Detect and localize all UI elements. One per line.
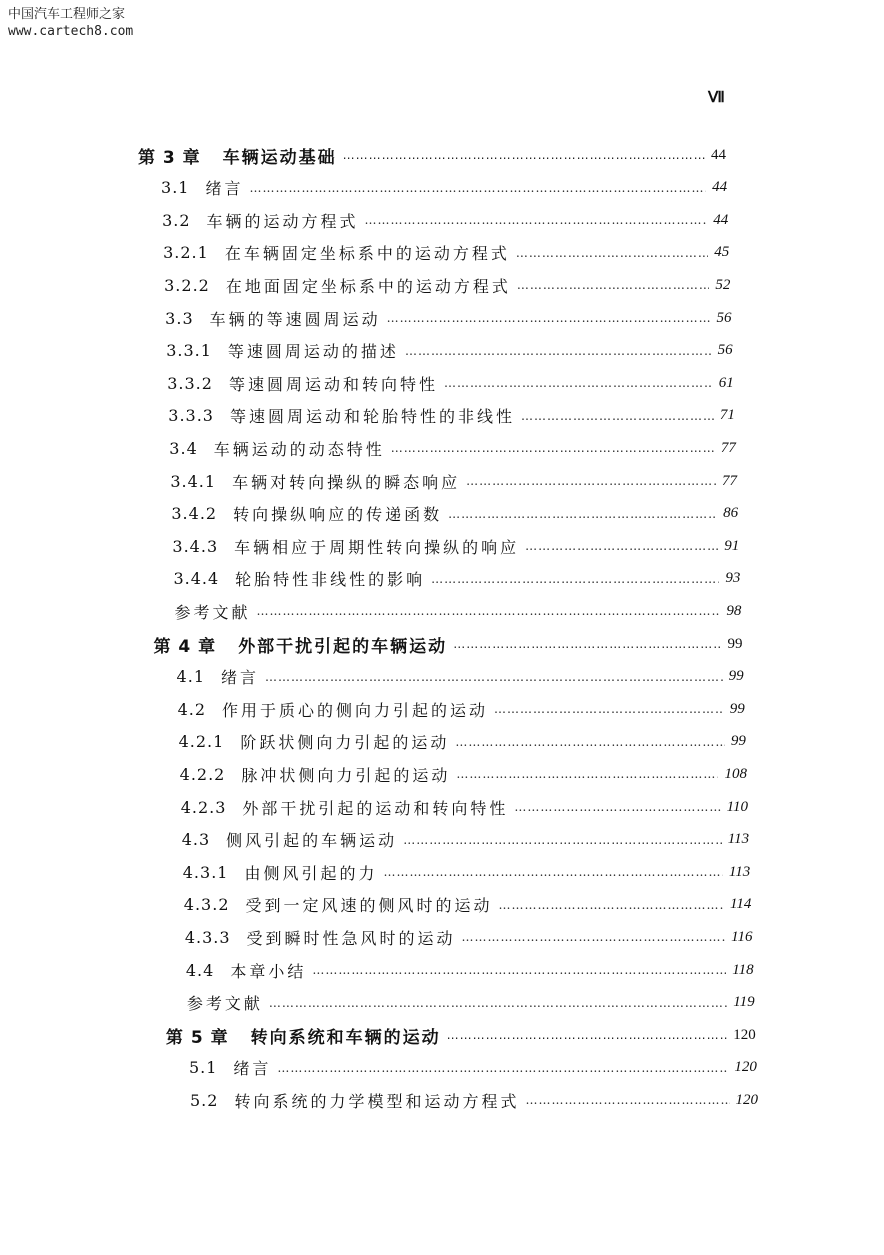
toc-entry-number: 3.3.1 bbox=[166, 341, 212, 361]
toc-section-entry[interactable] bbox=[163, 922, 753, 952]
toc-entry-page: 120 bbox=[734, 1059, 757, 1076]
toc-entry-number: 4.2.2 bbox=[179, 764, 226, 784]
dot-leader bbox=[431, 572, 719, 586]
toc-section-entry[interactable] bbox=[145, 368, 733, 398]
toc-entry-title: 等速圆周运动和轮胎特性的非线性 bbox=[229, 407, 515, 427]
toc-entry-page: 108 bbox=[724, 765, 747, 782]
toc-entry-page: 98 bbox=[726, 602, 742, 619]
toc-entry-title: 车辆运动基础 bbox=[222, 147, 337, 168]
toc-entry-page: 56 bbox=[717, 342, 733, 359]
toc-entry-page: 99 bbox=[727, 635, 743, 652]
toc-entry-title: 脉冲状侧向力引起的运动 bbox=[241, 765, 451, 785]
toc-section-entry[interactable] bbox=[144, 336, 732, 366]
toc-entry-page: 110 bbox=[726, 798, 749, 815]
toc-section-entry[interactable] bbox=[155, 662, 744, 692]
toc-entry-title: 转向操纵响应的传递函数 bbox=[233, 505, 443, 525]
toc-entry-page: 99 bbox=[728, 668, 744, 685]
toc-entry-title: 参考文献 bbox=[174, 602, 251, 622]
dot-leader bbox=[494, 702, 724, 716]
toc-entry-page: 120 bbox=[733, 1026, 756, 1043]
toc-entry-title: 绪言 bbox=[221, 668, 260, 688]
toc-entry-number: 第 3 章 bbox=[138, 147, 201, 168]
toc-entry-title: 受到一定风速的侧风时的运动 bbox=[245, 896, 493, 916]
toc-section-entry[interactable] bbox=[147, 433, 736, 463]
toc-entry-number: 4.3.1 bbox=[182, 862, 229, 882]
toc-entry-title: 参考文献 bbox=[186, 994, 263, 1014]
dot-leader bbox=[525, 539, 718, 553]
toc-entry-title: 由侧风引起的力 bbox=[244, 863, 378, 883]
toc-entry-number: 4.3.3 bbox=[184, 927, 231, 947]
toc-entry-page: 113 bbox=[727, 831, 750, 848]
toc-entry-title: 转向系统的力学模型和运动方程式 bbox=[234, 1091, 520, 1111]
toc-entry-number: 5.1 bbox=[188, 1058, 218, 1078]
toc-section-entry[interactable] bbox=[165, 988, 755, 1018]
dot-leader bbox=[516, 246, 708, 260]
toc-chapter-entry[interactable] bbox=[138, 140, 726, 170]
dot-leader bbox=[499, 898, 724, 912]
toc-entry-page: 52 bbox=[715, 276, 731, 293]
toc-section-entry[interactable] bbox=[146, 401, 735, 431]
toc-section-entry[interactable] bbox=[152, 596, 741, 626]
toc-entry-page: 119 bbox=[733, 994, 755, 1011]
toc-entry-number: 5.2 bbox=[190, 1090, 219, 1110]
toc-entry-number: 3.4.1 bbox=[170, 471, 217, 491]
toc-entry-page: 118 bbox=[732, 961, 754, 978]
dot-leader bbox=[466, 474, 716, 488]
toc-entry-page: 44 bbox=[712, 179, 728, 196]
dot-leader bbox=[250, 181, 707, 195]
toc-entry-title: 绪言 bbox=[233, 1059, 272, 1079]
toc-entry-number: 3.2 bbox=[162, 210, 191, 230]
toc-section-entry[interactable] bbox=[141, 238, 729, 268]
toc-entry-page: 77 bbox=[720, 439, 736, 456]
dot-leader bbox=[277, 1061, 728, 1075]
toc-section-entry[interactable] bbox=[158, 759, 747, 789]
dot-leader bbox=[365, 213, 708, 227]
dot-leader bbox=[447, 1028, 728, 1042]
dot-leader bbox=[521, 409, 714, 423]
toc-entry-page: 44 bbox=[711, 146, 726, 163]
toc-section-entry[interactable] bbox=[139, 173, 727, 203]
watermark-title: 中国汽车工程师之家 bbox=[8, 7, 126, 22]
toc-entry-number: 4.3.2 bbox=[183, 895, 230, 915]
toc-entry-number: 4.4 bbox=[185, 960, 215, 980]
toc-entry-title: 受到瞬时性急风时的运动 bbox=[246, 928, 456, 948]
toc-entry-title: 在地面固定坐标系中的运动方程式 bbox=[225, 276, 511, 296]
toc-entry-title: 等速圆周运动和转向特性 bbox=[228, 374, 438, 394]
dot-leader bbox=[453, 637, 721, 651]
toc-entry-number: 3.2.1 bbox=[163, 243, 209, 263]
toc-section-entry[interactable] bbox=[161, 857, 751, 887]
dot-leader bbox=[514, 800, 720, 814]
dot-leader bbox=[256, 604, 720, 618]
toc-entry-title: 轮胎特性非线性的影响 bbox=[235, 570, 426, 590]
dot-leader bbox=[405, 344, 712, 358]
toc-entry-page: 116 bbox=[731, 928, 753, 945]
toc-entry-title: 车辆相应于周期性转向操纵的响应 bbox=[234, 537, 520, 557]
toc-section-entry[interactable] bbox=[151, 564, 740, 594]
toc-section-entry[interactable] bbox=[167, 1053, 757, 1083]
toc-entry-number: 3.4 bbox=[169, 438, 198, 458]
toc-entry-number: 第 5 章 bbox=[165, 1027, 229, 1048]
toc-entry-page: 45 bbox=[714, 244, 730, 261]
toc-entry-title: 转向系统和车辆的运动 bbox=[250, 1027, 441, 1048]
toc-section-entry[interactable] bbox=[157, 727, 746, 757]
toc-section-entry[interactable] bbox=[149, 499, 738, 529]
toc-entry-number: 3.4.2 bbox=[171, 504, 218, 524]
toc-entry-page: 113 bbox=[728, 863, 751, 880]
toc-section-entry[interactable] bbox=[143, 303, 731, 333]
toc-entry-number: 3.4.3 bbox=[172, 536, 219, 556]
dot-leader bbox=[343, 148, 705, 162]
toc-entry-page: 86 bbox=[723, 505, 739, 522]
toc-entry-page: 120 bbox=[735, 1091, 758, 1108]
toc-section-entry[interactable] bbox=[140, 205, 728, 235]
toc-entry-title: 本章小结 bbox=[230, 961, 307, 981]
toc-entry-page: 71 bbox=[719, 407, 735, 424]
dot-leader bbox=[403, 833, 722, 847]
toc-entry-page: 77 bbox=[722, 472, 738, 489]
toc-chapter-entry[interactable] bbox=[154, 629, 743, 659]
toc-entry-number: 3.3.2 bbox=[167, 373, 213, 393]
toc-entry-title: 等速圆周运动的描述 bbox=[227, 342, 399, 362]
dot-leader bbox=[383, 865, 722, 879]
toc-entry-number: 4.3 bbox=[181, 830, 211, 850]
toc-entry-number: 3.1 bbox=[161, 178, 190, 198]
toc-section-entry[interactable] bbox=[156, 694, 745, 724]
toc-entry-title: 车辆对转向操纵的瞬态响应 bbox=[232, 472, 461, 492]
toc-section-entry[interactable] bbox=[142, 270, 730, 300]
toc-entry-page: 114 bbox=[729, 896, 752, 913]
dot-leader bbox=[455, 735, 725, 749]
dot-leader bbox=[517, 278, 710, 292]
dot-leader bbox=[391, 441, 715, 455]
toc-section-entry[interactable] bbox=[160, 825, 749, 855]
toc-entry-number: 4.2.3 bbox=[180, 797, 227, 817]
toc-entry-number: 4.2.1 bbox=[178, 732, 225, 752]
toc-entry-title: 外部干扰引起的运动和转向特性 bbox=[242, 798, 509, 818]
toc-entry-title: 侧风引起的车辆运动 bbox=[226, 831, 398, 851]
dot-leader bbox=[462, 930, 726, 944]
toc-entry-title: 车辆的等速圆周运动 bbox=[209, 309, 381, 329]
toc-entry-number: 4.2 bbox=[177, 699, 207, 719]
toc-section-entry[interactable] bbox=[162, 890, 752, 920]
dot-leader bbox=[269, 996, 727, 1010]
toc-entry-page: 99 bbox=[729, 700, 745, 717]
toc-entry-page: 99 bbox=[730, 733, 746, 750]
toc-entry-title: 外部干扰引起的车辆运动 bbox=[238, 636, 448, 657]
toc-entry-page: 44 bbox=[713, 211, 729, 228]
toc-entry-title: 作用于质心的侧向力引起的运动 bbox=[222, 700, 489, 720]
toc-entry-title: 在车辆固定坐标系中的运动方程式 bbox=[224, 244, 510, 264]
toc-entry-number: 4.1 bbox=[176, 667, 205, 687]
dot-leader bbox=[312, 963, 726, 977]
dot-leader bbox=[444, 376, 713, 390]
toc-entry-number: 3.2.2 bbox=[164, 275, 210, 295]
dot-leader bbox=[387, 311, 711, 325]
toc-entry-title: 车辆的运动方程式 bbox=[206, 211, 359, 231]
toc-entry-number: 3.4.4 bbox=[173, 569, 220, 589]
dot-leader bbox=[456, 767, 718, 781]
toc-entry-title: 绪言 bbox=[205, 179, 244, 199]
toc-entry-page: 56 bbox=[716, 309, 732, 326]
dot-leader bbox=[525, 1093, 729, 1107]
toc-section-entry[interactable] bbox=[164, 955, 754, 985]
toc-entry-number: 3.3.3 bbox=[168, 406, 214, 426]
dot-leader bbox=[448, 507, 717, 521]
toc-section-entry[interactable] bbox=[159, 792, 748, 822]
toc-entry-number: 第 4 章 bbox=[153, 636, 217, 657]
toc-chapter-entry[interactable] bbox=[166, 1020, 756, 1050]
toc-entry-page: 61 bbox=[718, 374, 734, 391]
toc-entry-page: 91 bbox=[724, 537, 740, 554]
toc-section-entry[interactable] bbox=[148, 466, 737, 496]
toc-entry-number: 3.3 bbox=[165, 308, 194, 328]
dot-leader bbox=[265, 670, 723, 684]
toc-section-entry[interactable] bbox=[168, 1085, 758, 1115]
toc-entry-title: 阶跃状侧向力引起的运动 bbox=[240, 733, 450, 753]
toc-entry-page: 93 bbox=[725, 570, 741, 587]
page-number: Ⅶ bbox=[708, 90, 725, 106]
toc-entry-title: 车辆运动的动态特性 bbox=[213, 439, 385, 459]
toc-section-entry[interactable] bbox=[150, 531, 739, 561]
watermark-url: www.cartech8.com bbox=[8, 24, 134, 39]
